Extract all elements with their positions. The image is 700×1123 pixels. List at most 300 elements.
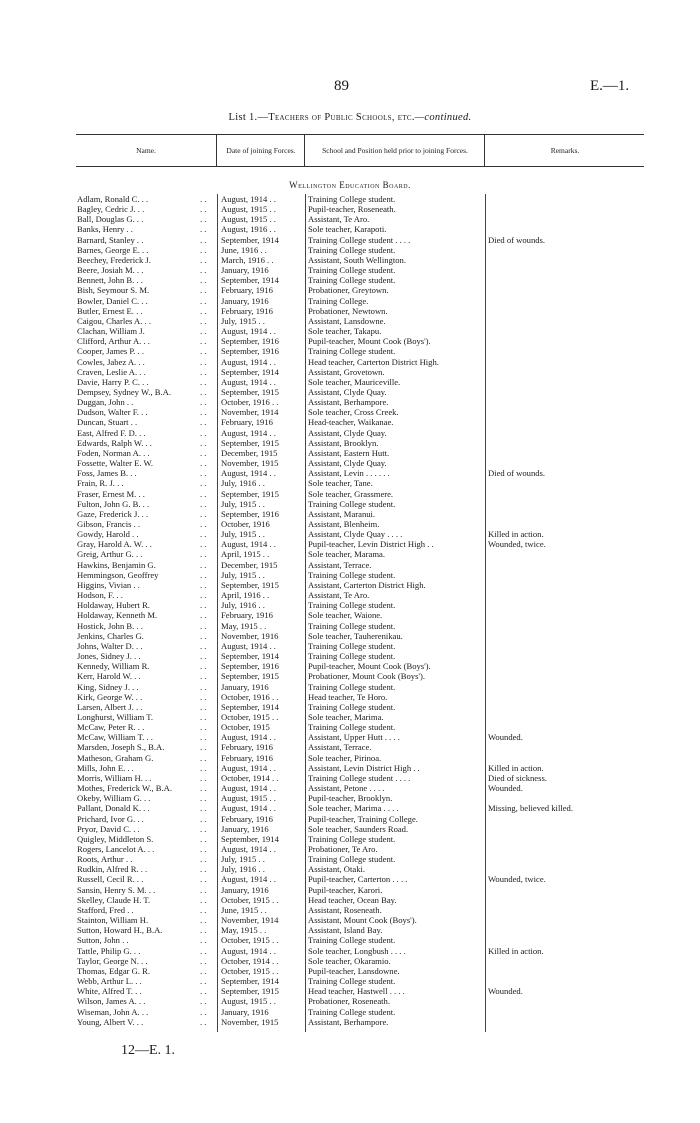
table-row	[0, 255, 700, 265]
table-row	[0, 194, 700, 204]
teacher-name: Mothes, Frederick W., B.A.	[77, 783, 173, 794]
remarks: Killed in action.	[488, 529, 544, 540]
date-joined: February, 1916	[221, 610, 273, 621]
remarks: Died of wounds.	[488, 468, 546, 479]
teacher-name: East, Alfred F. D. . .	[77, 427, 146, 438]
teacher-name: Duncan, Stuart . .	[77, 417, 138, 428]
table-row	[0, 935, 700, 945]
school-position: Pupil-teacher, Training College.	[308, 813, 418, 824]
teacher-name: Longhurst, William T.	[77, 711, 154, 722]
table-row	[0, 854, 700, 864]
leader-dots: . .	[200, 539, 207, 550]
table-header	[76, 134, 644, 167]
table-row	[0, 265, 700, 275]
leader-dots: . .	[200, 925, 207, 936]
table-row	[0, 580, 700, 590]
teacher-name: Taylor, George N. . .	[77, 955, 148, 966]
date-joined: January, 1916	[221, 884, 269, 895]
table-row	[0, 235, 700, 245]
table-row	[0, 407, 700, 417]
date-joined: February, 1916	[221, 417, 273, 428]
date-joined: August, 1914 . .	[221, 326, 276, 337]
school-position: Training College student.	[308, 701, 396, 712]
date-joined: August, 1914 . .	[221, 803, 276, 814]
leader-dots: . .	[200, 772, 207, 783]
school-position: Training College student.	[308, 620, 396, 631]
table-row	[0, 336, 700, 346]
teacher-name: Ball, Douglas G. . .	[77, 214, 144, 225]
date-joined: September, 1916	[221, 346, 279, 357]
teacher-name: Kennedy, William R.	[77, 661, 150, 672]
table-row	[0, 793, 700, 803]
table-row	[0, 509, 700, 519]
teacher-name: Holdaway, Kenneth M.	[77, 610, 158, 621]
date-joined: October, 1915 . .	[221, 935, 279, 946]
school-position: Training College student.	[308, 976, 396, 987]
date-joined: August, 1914 . .	[221, 762, 276, 773]
leader-dots: . .	[200, 671, 207, 682]
teacher-name: Gaze, Frederick J. . .	[77, 508, 149, 519]
teacher-name: Jones, Sidney J. . .	[77, 651, 141, 662]
table-row	[0, 346, 700, 356]
teacher-name: Higgins, Vivian . .	[77, 579, 140, 590]
teacher-name: Hemmingson, Geoffrey	[77, 569, 159, 580]
leader-dots: . .	[200, 386, 207, 397]
date-joined: August, 1916 . .	[221, 224, 276, 235]
teacher-name: Bagley, Cedric J. . .	[77, 204, 145, 215]
date-joined: July, 1916 . .	[221, 600, 265, 611]
leader-dots: . .	[200, 244, 207, 255]
leader-dots: . .	[200, 833, 207, 844]
table-row	[0, 316, 700, 326]
school-position: Assistant, Roseneath.	[308, 904, 382, 915]
teacher-name: Johns, Walter D. . .	[77, 640, 143, 651]
leader-dots: . .	[200, 437, 207, 448]
school-position: Training College student.	[308, 722, 396, 733]
table-row	[0, 387, 700, 397]
leader-dots: . .	[200, 275, 207, 286]
date-joined: October, 1915 . .	[221, 894, 279, 905]
school-position: Sole teacher, Grassmere.	[308, 488, 394, 499]
date-joined: October, 1916 . .	[221, 397, 279, 408]
teacher-name: Kerr, Harold W. . .	[77, 671, 141, 682]
school-position: Head teacher, Te Horo.	[308, 691, 388, 702]
date-joined: July, 1915 . .	[221, 854, 265, 865]
table-row	[0, 357, 700, 367]
teacher-name: Caigou, Charles A. . .	[77, 315, 151, 326]
date-joined: August, 1914 . .	[221, 356, 276, 367]
leader-dots: . .	[200, 783, 207, 794]
table-row	[0, 773, 700, 783]
school-position: Assistant, Otaki.	[308, 864, 366, 875]
teacher-name: Russell, Cecil R. . .	[77, 874, 144, 885]
leader-dots: . .	[200, 620, 207, 631]
remarks: Wounded.	[488, 783, 523, 794]
school-position: Assistant, Clyde Quay.	[308, 386, 387, 397]
teacher-name: Bish, Seymour S. M.	[77, 285, 150, 296]
teacher-name: Thomas, Edgar G. R.	[77, 965, 151, 976]
school-position: Assistant, Blenheim.	[308, 519, 380, 529]
school-position: Assistant, Levin District High . .	[308, 762, 420, 773]
teacher-name: Cowles, Jabez A. . .	[77, 356, 145, 367]
school-position: Training College.	[308, 295, 369, 306]
date-joined: January, 1916	[221, 265, 269, 276]
school-position: Sole teacher, Mauriceville.	[308, 376, 401, 387]
table-row	[0, 763, 700, 773]
teacher-name: Sutton, Howard H., B.A.	[77, 925, 163, 936]
date-joined: February, 1916	[221, 813, 273, 824]
leader-dots: . .	[200, 854, 207, 865]
teacher-name: Bennett, John B. . .	[77, 275, 143, 286]
remarks: Wounded.	[488, 732, 523, 743]
table-row	[0, 946, 700, 956]
table-row	[0, 1007, 700, 1017]
leader-dots: . .	[200, 376, 207, 387]
leader-dots: . .	[200, 904, 207, 915]
school-position: Assistant, Clyde Quay.	[308, 427, 387, 438]
date-joined: September, 1914	[221, 833, 279, 844]
school-position: Sole teacher, Tane.	[308, 478, 373, 489]
school-position: Head teacher, Ocean Bay.	[308, 894, 397, 905]
table-row	[0, 529, 700, 539]
school-position: Assistant, Maranui.	[308, 508, 376, 519]
teacher-name: McCaw, Peter R. . .	[77, 722, 145, 733]
teacher-name: Edwards, Ralph W. . .	[77, 437, 152, 448]
teacher-name: Gray, Harold A. W. . .	[77, 539, 152, 550]
column-header-remarks: Remarks.	[484, 135, 645, 166]
school-position: Pupil-teacher, Roseneath.	[308, 204, 396, 215]
school-position: Probationer, Greytown.	[308, 285, 389, 296]
date-joined: August, 1915 . .	[221, 214, 276, 225]
school-position: Training College student . . . .	[308, 234, 411, 245]
teacher-name: Matheson, Graham G.	[77, 752, 154, 763]
table-row	[0, 631, 700, 641]
table-row	[0, 651, 700, 661]
school-position: Assistant, Clyde Quay.	[308, 458, 387, 469]
leader-dots: . .	[200, 204, 207, 215]
leader-dots: . .	[200, 844, 207, 854]
table-row	[0, 549, 700, 559]
table-row	[0, 570, 700, 580]
leader-dots: . .	[200, 935, 207, 946]
teacher-name: Barnard, Stanley . .	[77, 234, 144, 245]
leader-dots: . .	[200, 732, 207, 743]
date-joined: November, 1914	[221, 407, 279, 418]
table-row	[0, 296, 700, 306]
school-position: Assistant, Terrace.	[308, 742, 372, 753]
date-joined: December, 1915	[221, 447, 278, 458]
teacher-name: Jenkins, Charles G.	[77, 630, 144, 641]
school-position: Head-teacher, Waikanae.	[308, 417, 394, 428]
school-position: Training College student.	[308, 854, 396, 865]
teacher-name: Stainton, William H.	[77, 915, 149, 926]
school-position: Assistant, Te Aro.	[308, 590, 370, 601]
date-joined: May, 1915 . .	[221, 925, 267, 936]
table-row	[0, 499, 700, 509]
teacher-name: Pallant, Donald K. . .	[77, 803, 150, 814]
date-joined: November, 1914	[221, 915, 279, 926]
leader-dots: . .	[200, 651, 207, 662]
table-row	[0, 560, 700, 570]
school-position: Training College student.	[308, 640, 396, 651]
date-joined: September, 1915	[221, 671, 279, 682]
date-joined: September, 1915	[221, 986, 279, 997]
school-position: Sole teacher, Karapoti.	[308, 224, 387, 235]
date-joined: October, 1915 . .	[221, 711, 279, 722]
leader-dots: . .	[200, 427, 207, 438]
leader-dots: . .	[200, 326, 207, 337]
school-position: Training College student.	[308, 275, 396, 286]
leader-dots: . .	[200, 752, 207, 763]
date-joined: September, 1914	[221, 366, 279, 377]
leader-dots: . .	[200, 407, 207, 418]
school-position: Pupil-teacher, Karori.	[308, 884, 383, 895]
date-joined: September, 1914	[221, 234, 279, 245]
leader-dots: . .	[200, 945, 207, 956]
teacher-name: Butler, Ernest E. . .	[77, 305, 143, 316]
table-row	[0, 682, 700, 692]
teacher-name: Hodson, F. . .	[77, 590, 123, 601]
leader-dots: . .	[200, 569, 207, 580]
table-row	[0, 458, 700, 468]
teacher-name: Fulton, John G. B. . .	[77, 498, 150, 509]
date-joined: July, 1915 . .	[221, 315, 265, 326]
remarks: Wounded, twice.	[488, 539, 546, 550]
document-reference: E.—1.	[590, 78, 630, 94]
table-row	[0, 996, 700, 1006]
leader-dots: . .	[200, 803, 207, 814]
leader-dots: . .	[200, 1006, 207, 1017]
page-number: 89	[334, 78, 349, 94]
teacher-name: Sansin, Henry S. M. . .	[77, 884, 156, 895]
school-position: Probationer, Mount Cook (Boys').	[308, 671, 425, 682]
school-position: Assistant, Petone . . . .	[308, 783, 385, 794]
school-position: Head teacher, Hastwell . . . .	[308, 986, 405, 997]
table-row	[0, 428, 700, 438]
school-position: Assistant, Clyde Quay . . . .	[308, 529, 403, 540]
leader-dots: . .	[200, 447, 207, 458]
school-position: Training College student.	[308, 681, 396, 692]
leader-dots: . .	[200, 549, 207, 560]
table-row	[0, 245, 700, 255]
board-heading: Wellington Education Board.	[289, 180, 411, 190]
teacher-name: Tattle, Philip G. . .	[77, 945, 141, 956]
school-position: Assistant, Te Aro.	[308, 214, 370, 225]
teacher-name: Adlam, Ronald C. . .	[77, 194, 149, 204]
date-joined: September, 1914	[221, 976, 279, 987]
table-row	[0, 905, 700, 915]
school-position: Training College student.	[308, 935, 396, 946]
school-position: Training College student.	[308, 833, 396, 844]
date-joined: September, 1915	[221, 488, 279, 499]
column-header-school: School and Position held prior to joining Forces.	[304, 135, 485, 166]
leader-dots: . .	[200, 894, 207, 905]
table-row	[0, 712, 700, 722]
date-joined: October, 1914 . .	[221, 955, 279, 966]
date-joined: November, 1915	[221, 458, 279, 469]
table-row	[0, 753, 700, 763]
teacher-name: Stafford, Fred . .	[77, 904, 134, 915]
list-title-suffix: —continued.	[414, 112, 472, 123]
leader-dots: . .	[200, 336, 207, 347]
table-row	[0, 590, 700, 600]
date-joined: November, 1915	[221, 1016, 279, 1027]
leader-dots: . .	[200, 305, 207, 316]
leader-dots: . .	[200, 498, 207, 509]
teacher-name: Banks, Henry . .	[77, 224, 133, 235]
table-row	[0, 214, 700, 224]
date-joined: July, 1916 . .	[221, 864, 265, 875]
date-joined: November, 1916	[221, 630, 279, 641]
table-row	[0, 976, 700, 986]
date-joined: June, 1916 . .	[221, 244, 267, 255]
school-position: Training College student.	[308, 651, 396, 662]
school-position: Training College student.	[308, 498, 396, 509]
table-row	[0, 661, 700, 671]
table-row	[0, 600, 700, 610]
table-row	[0, 671, 700, 681]
leader-dots: . .	[200, 529, 207, 540]
school-position: Assistant, Terrace.	[308, 559, 372, 570]
leader-dots: . .	[200, 214, 207, 225]
leader-dots: . .	[200, 823, 207, 834]
table-body	[0, 194, 700, 1027]
date-joined: February, 1916	[221, 742, 273, 753]
teacher-name: White, Alfred T. . .	[77, 986, 142, 997]
remarks: Died of sickness.	[488, 772, 547, 783]
leader-dots: . .	[200, 417, 207, 428]
leader-dots: . .	[200, 701, 207, 712]
date-joined: August, 1914 . .	[221, 468, 276, 479]
date-joined: September, 1915	[221, 579, 279, 590]
leader-dots: . .	[200, 711, 207, 722]
leader-dots: . .	[200, 559, 207, 570]
table-row	[0, 895, 700, 905]
date-joined: October, 1915 . .	[221, 965, 279, 976]
table-row	[0, 397, 700, 407]
date-joined: May, 1915 . .	[221, 620, 267, 631]
leader-dots: . .	[200, 813, 207, 824]
teacher-name: McCaw, William T. . .	[77, 732, 153, 743]
table-row	[0, 864, 700, 874]
table-row	[0, 519, 700, 529]
teacher-name: Pryor, David C. . .	[77, 823, 140, 834]
teacher-name: Webb, Arthur L. . .	[77, 976, 142, 987]
remarks: Wounded, twice.	[488, 874, 546, 885]
table-row	[0, 885, 700, 895]
school-position: Pupil-teacher, Lansdowne.	[308, 965, 400, 976]
leader-dots: . .	[200, 884, 207, 895]
table-row	[0, 448, 700, 458]
school-position: Assistant, Berhampore.	[308, 397, 389, 408]
date-joined: July, 1915 . .	[221, 569, 265, 580]
remarks: Missing, believed killed.	[488, 803, 573, 814]
school-position: Training College student.	[308, 569, 396, 580]
leader-dots: . .	[200, 488, 207, 499]
leader-dots: . .	[200, 610, 207, 621]
date-joined: October, 1915	[221, 722, 270, 733]
school-position: Sole teacher, Cross Creek.	[308, 407, 399, 418]
table-row	[0, 621, 700, 631]
list-title-caps: Teachers of Public Schools, etc.	[268, 112, 415, 123]
leader-dots: . .	[200, 224, 207, 235]
school-position: Assistant, South Wellington.	[308, 254, 406, 265]
school-position: Pupil-teacher, Carterton . . . .	[308, 874, 408, 885]
teacher-name: Rudkin, Alfred R. . .	[77, 864, 148, 875]
school-position: Assistant, Carterton District High.	[308, 579, 426, 590]
table-row	[0, 438, 700, 448]
school-position: Assistant, Brooklyn.	[308, 437, 379, 448]
school-position: Sole teacher, Marima.	[308, 711, 384, 722]
leader-dots: . .	[200, 478, 207, 489]
remarks: Wounded.	[488, 986, 523, 997]
table-row	[0, 915, 700, 925]
school-position: Probationer, Newtown.	[308, 305, 388, 316]
list-title	[0, 112, 700, 123]
school-position: Assistant, Island Bay.	[308, 925, 383, 936]
leader-dots: . .	[200, 965, 207, 976]
leader-dots: . .	[200, 590, 207, 601]
leader-dots: . .	[200, 579, 207, 590]
school-position: Head teacher, Carterton District High.	[308, 356, 439, 367]
leader-dots: . .	[200, 793, 207, 804]
school-position: Sole teacher, Okaramio.	[308, 955, 391, 966]
leader-dots: . .	[200, 508, 207, 519]
school-position: Sole teacher, Marama.	[308, 549, 385, 560]
date-joined: August, 1914 . .	[221, 194, 276, 204]
date-joined: September, 1916	[221, 661, 279, 672]
leader-dots: . .	[200, 346, 207, 357]
teacher-name: Skelley, Claude H. T.	[77, 894, 151, 905]
date-joined: September, 1916	[221, 336, 279, 347]
date-joined: January, 1916	[221, 295, 269, 306]
date-joined: October, 1916	[221, 519, 270, 529]
table-row	[0, 641, 700, 651]
leader-dots: . .	[200, 1016, 207, 1027]
date-joined: September, 1915	[221, 437, 279, 448]
date-joined: August, 1915 . .	[221, 793, 276, 804]
school-position: Training College student . . . .	[308, 772, 411, 783]
date-joined: June, 1915 . .	[221, 904, 267, 915]
table-row	[0, 692, 700, 702]
teacher-name: Wiseman, John A. . .	[77, 1006, 149, 1017]
leader-dots: . .	[200, 976, 207, 987]
teacher-name: Hostick, John B. . .	[77, 620, 143, 631]
teacher-name: Sutton, John . .	[77, 935, 129, 946]
teacher-name: Okeby, William G. . .	[77, 793, 151, 804]
date-joined: August, 1914 . .	[221, 640, 276, 651]
teacher-name: Young, Albert V. . .	[77, 1016, 144, 1027]
leader-dots: . .	[200, 874, 207, 885]
teacher-name: Gibson, Francis . .	[77, 519, 141, 529]
date-joined: July, 1916 . .	[221, 478, 265, 489]
footer-signature: 12—E. 1.	[121, 1043, 176, 1058]
table-row	[0, 610, 700, 620]
leader-dots: . .	[200, 366, 207, 377]
table-row	[0, 925, 700, 935]
list-title-prefix: List 1.—	[228, 112, 269, 123]
date-joined: September, 1914	[221, 651, 279, 662]
teacher-name: Dudson, Walter F. . .	[77, 407, 148, 418]
remarks: Died of wounds.	[488, 234, 546, 245]
teacher-name: Davie, Harry P. C. . .	[77, 376, 149, 387]
teacher-name: Prichard, Ivor G. . .	[77, 813, 144, 824]
column-header-name: Name.	[136, 146, 156, 155]
date-joined: August, 1914 . .	[221, 783, 276, 794]
leader-dots: . .	[200, 762, 207, 773]
date-joined: January, 1916	[221, 681, 269, 692]
school-position: Sole teacher, Marima . . . .	[308, 803, 399, 814]
